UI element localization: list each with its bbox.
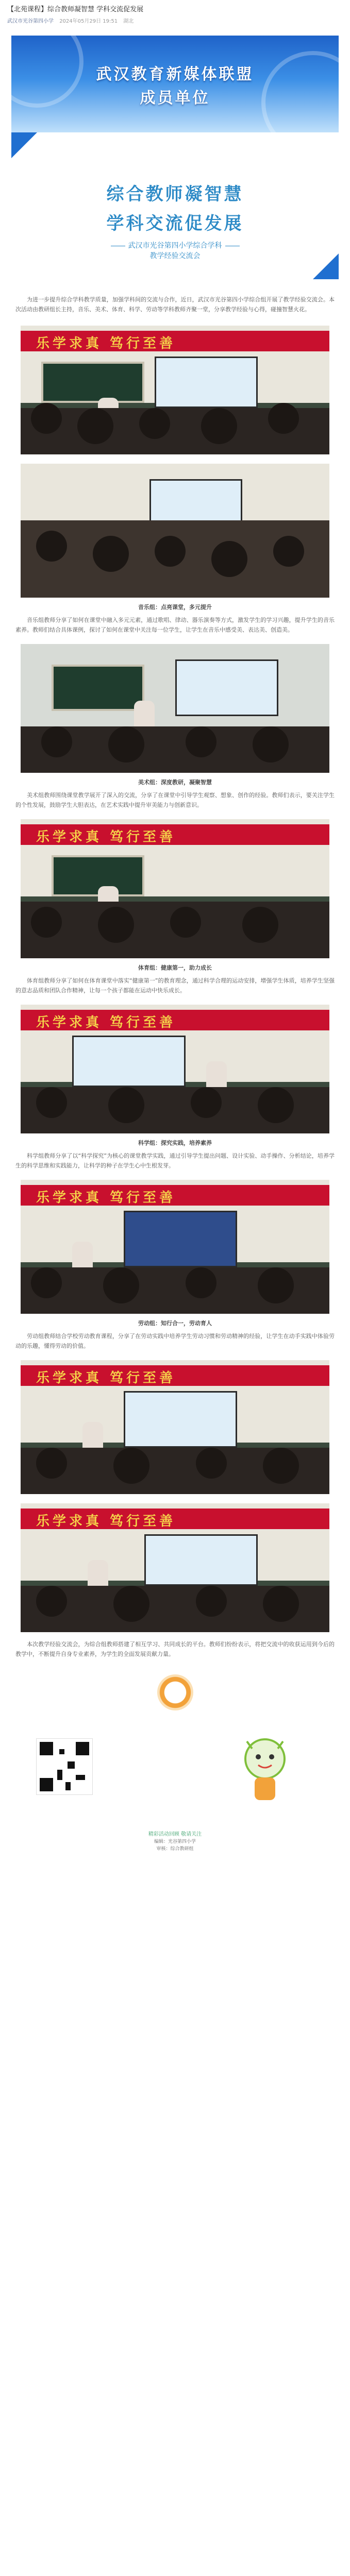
end-badge-icon [0,1674,350,1713]
activity-photo [21,1360,329,1494]
section-caption: 美术组：深度教研，凝聚智慧 [138,779,212,786]
labor-section [0,1319,350,1351]
footer-line-2: 编辑：光谷第四小学 [154,1839,196,1844]
article-header [0,0,350,28]
cover-image [11,132,339,279]
science-section [0,1139,350,1171]
photo-slogan: 乐学求真 笃行至善 [36,1370,176,1386]
art-section [0,778,350,810]
section-paragraph: 音乐组教师分享了如何在课堂中融入多元元素，通过歌唱、律动、器乐演奏等方式，激发学生的学习兴趣，提升学生的音乐素养。教师们结合具体课例，探讨了如何在课堂中关注每一位学生，让学生在音乐中感受美、表达美、创造美。 [15,617,335,633]
footer-line-3: 审核：综合教研组 [156,1846,194,1852]
article-title: 【北苑课程】综合教师凝智慧 学科交流促发展 [7,6,144,13]
section-paragraph: 劳动组教师结合学校劳动教育课程，分享了在劳动实践中培养学生劳动习惯和劳动精神的经验，让学生在动手实践中体验劳动的乐趣，懂得劳动的价值。 [15,1333,335,1349]
activity-photo [21,819,329,958]
activity-photo [21,326,329,454]
activity-photo [21,1180,329,1314]
intro-section [0,295,350,314]
footer-line-1: 精彩活动回顾 敬请关注 [148,1832,202,1837]
cover-title-line-1: 综合教师凝智慧 [106,184,244,205]
pe-section [0,963,350,995]
section-caption: 体育组：健康第一，助力成长 [138,964,212,971]
publish-date: 2024年05月29日 19:51 [59,19,118,24]
photo-slogan: 乐学求真 笃行至善 [36,1190,176,1206]
qr-row [26,1733,324,1816]
music-section [0,603,350,635]
cover-subtitle [11,241,339,261]
activity-photo [21,1005,329,1133]
header-banner [11,36,339,132]
section-paragraph: 科学组教师分享了以“科学探究”为核心的课堂教学实践，通过引导学生提出问题、设计实验、动手操作、分析结论，培养学生的科学思维和实践能力，让科学的种子在学生心中生根发芽。 [15,1153,335,1169]
photo-slogan: 乐学求真 笃行至善 [36,1514,176,1529]
section-paragraph: 美术组教师围绕课堂教学展开了深入的交流，分享了在课堂中引导学生观察、想象、创作的经验。教师们表示，要关注学生的个性发展，鼓励学生大胆表达，在艺术实践中提升审美能力与创新意识。 [15,792,335,808]
activity-photo [21,644,329,773]
closing-paragraph: 本次教学经验交流会，为综合组教师搭建了相互学习、共同成长的平台。教师们纷纷表示，将把交流中的收获运用到今后的教学中，不断提升自身专业素养，为学生的全面发展贡献力量。 [15,1641,335,1657]
mascot-icon [231,1733,298,1810]
article-meta [7,16,343,24]
publish-location: 湖北 [123,19,134,24]
banner-line-1: 武汉教育新媒体联盟 [96,65,254,83]
section-caption: 劳动组：知行合一，劳动育人 [138,1320,212,1327]
footer [0,1831,350,1853]
section-paragraph: 体育组教师分享了如何在体育课堂中落实“健康第一”的教育理念，通过科学合理的运动安排，增强学生体质，培养学生坚强的意志品质和团队合作精神，让每一个孩子都能在运动中快乐成长。 [15,977,335,994]
section-caption: 科学组：探究实践，培养素养 [138,1140,212,1146]
photo-slogan: 乐学求真 笃行至善 [36,1015,176,1030]
section-caption: 音乐组：点亮课堂，多元提升 [138,604,212,611]
photo-slogan: 乐学求真 笃行至善 [36,336,176,351]
photo-slogan: 乐学求真 笃行至善 [36,829,176,845]
cover-subtitle-line-1: 武汉市光谷第四小学综合学科 [128,242,222,250]
banner-line-2: 成员单位 [140,89,210,107]
activity-photo [21,464,329,598]
cover-title-line-2: 学科交流促发展 [106,213,244,234]
account-name-link[interactable]: 武汉市光谷第四小学 [7,19,54,24]
activity-photo [21,1503,329,1632]
qr-code-icon[interactable] [36,1738,93,1795]
intro-paragraph: 为进一步提升综合学科教学质量，加强学科间的交流与合作，近日，武汉市光谷第四小学综合组开展了教学经验交流会。本次活动由教研组长主持，音乐、美术、体育、科学、劳动等学科教师齐聚一堂，分享教学经验与心得，碰撞智慧火花。 [15,296,335,313]
closing-section [0,1639,350,1659]
cover-subtitle-line-2: 教学经验交流会 [149,252,201,260]
